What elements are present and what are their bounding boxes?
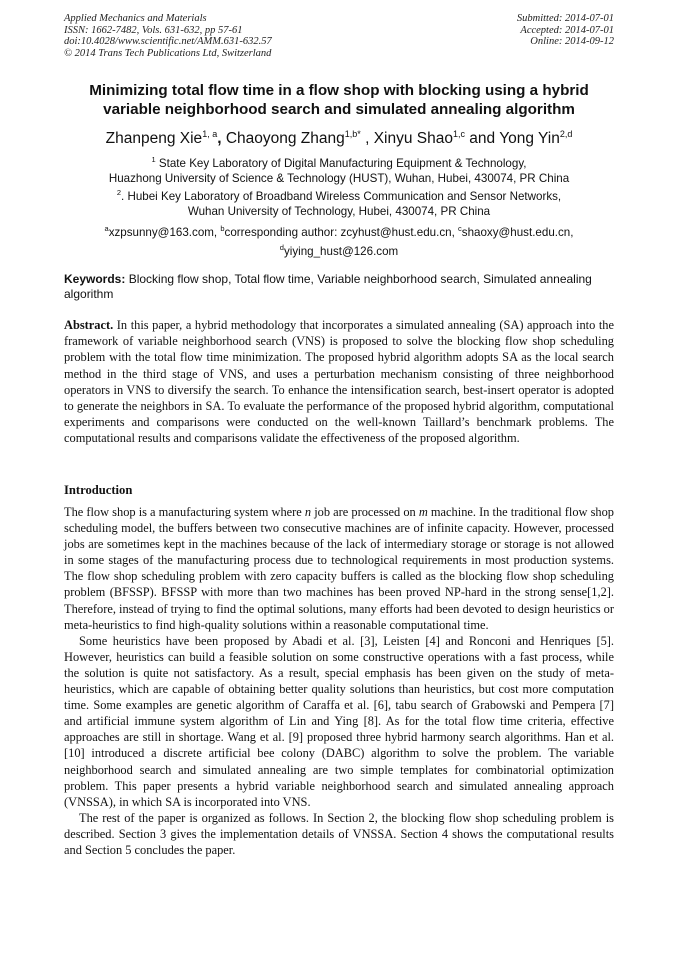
- keywords: [64, 272, 614, 302]
- introduction-body: [64, 504, 614, 858]
- journal-info: [64, 13, 272, 59]
- paragraph-text: job are processed on: [311, 505, 419, 519]
- email-mark: b: [220, 224, 225, 233]
- affiliation-1: [64, 152, 614, 187]
- journal-copyright: © 2014 Trans Tech Publications Ltd, Switzerland: [64, 47, 272, 59]
- email-mark: d: [279, 243, 284, 253]
- author-name: Zhanpeng Xie: [105, 130, 203, 148]
- paragraph: The rest of the paper is organized as follows. In Section 2, the blocking flow shop scheduling problem is described. Section 3 gives the implementation details of VNSSA. Section 4 shows the computational results and Section 5 concludes the paper.: [64, 810, 614, 857]
- journal-doi: doi:10.4028/www.scientific.net/AMM.631-632.57: [64, 36, 272, 48]
- submitted-date: Submitted: 2014-07-01: [516, 13, 614, 24]
- affiliation-line: Huazhong University of Science & Technology (HUST), Wuhan, Hubei, 430074, PR China: [108, 172, 570, 186]
- author-affiliation-mark: 1,c: [452, 129, 465, 139]
- paragraph-text: machine. In the traditional flow shop scheduling model, the buffers between two consecutive machines are of infinite capacity. However, processed jobs are sometimes kept in the machines because of the lack of intermediary storage or storage is not allowed in some stages of the manufacturing process due to technological requirements in most production systems. The flow shop scheduling problem with zero capacity buffers is called as the blocking flow shop scheduling problem (BFSSP). BFSSP with more than two machines has been proved NP-hard in the strong sense[1,2]. Therefore, instead of trying to find the optimal solutions, many efforts had been devoted to design heuristics or meta-heuristics to find high-quality solutions within a reasonable computational time.: [64, 505, 615, 632]
- abstract: [64, 317, 614, 447]
- email-a: xzpsunny@163.com,: [108, 225, 221, 239]
- affiliation-line: State Key Laboratory of Digital Manufacturing Equipment & Technology,: [155, 156, 527, 170]
- journal-name: Applied Mechanics and Materials: [64, 13, 207, 24]
- section-heading-introduction: Introduction: [64, 483, 133, 497]
- email-mark: a: [104, 224, 109, 233]
- author-emails: [64, 221, 614, 260]
- author-separator: ,: [360, 130, 374, 148]
- author-affiliation-mark: 1,b*: [344, 129, 361, 139]
- author-name: Xinyu Shao: [373, 130, 453, 148]
- author-affiliation-mark: 1, a: [202, 129, 218, 139]
- journal-issn: ISSN: 1662-7482, Vols. 631-632, pp 57-61: [64, 24, 243, 36]
- author-separator: and: [464, 130, 500, 148]
- submission-dates: [517, 13, 614, 48]
- author-name: Yong Yin: [499, 130, 560, 148]
- affiliation-mark: 2: [116, 188, 122, 197]
- email-c: shaoxy@hust.edu.cn,: [461, 225, 574, 239]
- email-b: corresponding author: zcyhust@hust.edu.cn,: [224, 225, 459, 239]
- keywords-text: Blocking flow shop, Total flow time, Variable neighborhood search, Simulated annealing algorithm: [64, 272, 592, 302]
- author-affiliation-mark: 2,d: [559, 129, 573, 139]
- abstract-label: Abstract.: [64, 318, 114, 332]
- math-variable: n: [304, 505, 312, 519]
- affiliation-mark: 1: [151, 155, 156, 164]
- affiliation-2: [64, 185, 614, 220]
- email-d: yiying_hust@126.com: [283, 245, 399, 259]
- affiliation-line: Wuhan University of Technology, Hubei, 430074, PR China: [187, 205, 491, 219]
- abstract-text: In this paper, a hybrid methodology that incorporates a simulated annealing (SA) approach into the framework of variable neighborhood search (VNS) is proposed to solve the blocking flow shop scheduling problem with the total flow time minimization. The proposed hybrid algorithm adopts SA as the local search method in the third stage of VNS, and uses a perturbation mechanism consisting of three neighborhood operators in VNS to diversify the search. To enhance the intensification search, best-insert operator is adopted to generate the neighbors in SA. To evaluate the performance of the proposed hybrid algorithm, computational experiments and comparisons were conducted on the well-known Taillard’s benchmark problems. The computational results and comparisons validate the effectiveness of the proposed algorithm.: [64, 318, 614, 446]
- keywords-label: Keywords:: [64, 272, 126, 286]
- email-mark: c: [458, 224, 462, 233]
- paragraph-text: The flow shop is a manufacturing system where: [64, 505, 305, 519]
- paragraph: Some heuristics have been proposed by Abadi et al. [3], Leisten [4] and Ronconi and Henriques [5]. However, heuristics can build a feasible solution on some constructive operations with a fast process, while the solution is quite not satisfactory. As a result, special emphasis has been given on the study of meta-heuristics, which are capable of obtaining better quality solutions than heuristics, but cost more computation time. Some examples are genetic algorithm of Caraffa et al. [6], tabu search of Grabowski and Pempera [7] and artificial immune system algorithm of Lin and Ying [8]. As for the total flow time criteria, effective approaches are still in shortage. Wang et al. [9] proposed three hybrid harmony search algorithms. Han et al. [10] introduced a discrete artificial bee colony (DABC) algorithm to solve the problem. The variable neighborhood search and simulated annealing are two simple templates for combinatorial optimization problem. This paper presents a hybrid variable neighborhood search and simulated annealing approach (VNSSA), in which SA is incorporated into VNS.: [64, 633, 614, 809]
- author-separator: ,: [217, 130, 226, 148]
- online-date: Online: 2014-09-12: [530, 36, 614, 48]
- author-list: [64, 124, 614, 149]
- math-variable: m: [418, 505, 428, 519]
- paper-title: Minimizing total flow time in a flow shop with blocking using a hybrid variable neighborhood search and simulated annealing algorithm: [89, 82, 589, 118]
- paragraph: [64, 504, 614, 633]
- affiliation-line: . Hubei Key Laboratory of Broadband Wireless Communication and Sensor Networks,: [121, 189, 562, 203]
- author-name: Chaoyong Zhang: [225, 130, 345, 148]
- accepted-date: Accepted: 2014-07-01: [520, 24, 614, 36]
